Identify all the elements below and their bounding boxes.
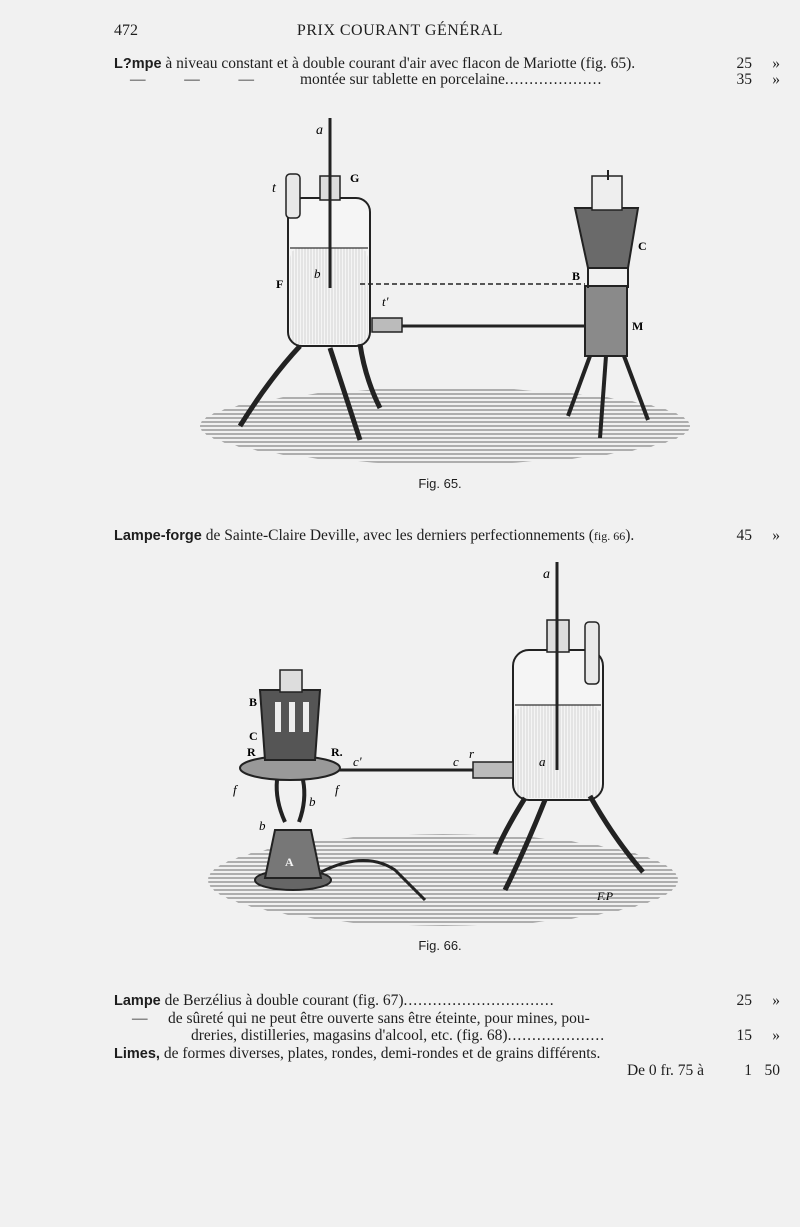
page-number: 472 <box>114 22 138 39</box>
entry-text: à niveau constant et à double courant d'air avec flacon de Mariotte (fig. 65). <box>161 55 636 72</box>
price-entry <box>114 1027 780 1045</box>
price-cents: » <box>772 527 780 544</box>
entry-text: montée sur tablette en porcelaine <box>300 71 505 88</box>
price-entry <box>114 1010 780 1028</box>
leader-dots: ............................... <box>403 992 555 1009</box>
label-t: t <box>272 181 276 196</box>
label-b: b <box>314 266 321 281</box>
price-cents: » <box>772 55 780 72</box>
figure-65-caption: Fig. 65. <box>418 476 462 491</box>
entry-price <box>714 71 780 89</box>
entry-lead: Lampe <box>114 993 161 1009</box>
burner-body <box>585 286 627 356</box>
entry-lead: Lampe-forge <box>114 528 202 544</box>
entry-text: de Sainte-Claire Deville, avec les derniers perfectionnements ( <box>201 527 594 544</box>
label-c: c <box>453 754 459 769</box>
entry-lead: — — — <box>130 71 254 88</box>
price-entry <box>114 1045 780 1063</box>
price-cents: » <box>772 992 780 1009</box>
entry-text: De 0 fr. 75 à <box>626 1062 704 1079</box>
label-r: r <box>469 746 475 761</box>
ground-shadow <box>200 388 690 464</box>
label-b-left: b <box>259 818 266 833</box>
price-entry <box>114 71 780 89</box>
label-B: B <box>572 269 581 283</box>
label-M: M <box>632 319 644 333</box>
label-t-prime: t' <box>382 294 389 309</box>
running-title: PRIX COURANT GÉNÉRAL <box>296 22 504 39</box>
entry-text: dreries, distilleries, magasins d'alcool, etc. (fig. 68) <box>191 1027 508 1044</box>
figure-65-engraving <box>190 108 690 470</box>
price-francs: 45 <box>736 527 752 544</box>
entry-price <box>714 527 780 545</box>
price-francs: 25 <box>736 55 752 72</box>
entry-tail: ). <box>625 527 635 544</box>
entry-text: de formes diverses, plates, rondes, demi-rondes et de grains différents. <box>159 1045 601 1062</box>
leader-dots: .................... <box>504 71 603 88</box>
entry-lead: Limes, <box>114 1046 160 1062</box>
price-entry <box>114 527 780 545</box>
label-b-right: b <box>309 794 316 809</box>
label-G: G <box>350 171 360 185</box>
figure-66-caption: Fig. 66. <box>418 938 462 953</box>
figure-66-engraving <box>205 560 685 930</box>
label-C: C <box>638 239 647 253</box>
label-f-left: f <box>233 782 237 797</box>
label-c-prime: c' <box>353 754 362 769</box>
label-B: B <box>249 695 258 709</box>
label-a: a <box>316 123 323 138</box>
entry-price <box>714 1062 780 1080</box>
entry-price <box>714 1027 780 1045</box>
entry-fig-ref: fig. 66 <box>593 529 626 543</box>
entry-price <box>714 992 780 1010</box>
label-C: C <box>249 729 258 743</box>
price-cents: » <box>772 71 780 88</box>
entry-text: de Berzélius à double courant (fig. 67) <box>160 992 404 1009</box>
entry-lead: — <box>132 1010 148 1027</box>
label-a-top: a <box>543 567 550 582</box>
price-francs: 15 <box>736 1027 752 1044</box>
label-f-right: f <box>335 782 339 797</box>
entry-lead: L?mpe <box>114 56 162 72</box>
price-francs: 25 <box>736 992 752 1009</box>
price-francs: 35 <box>736 71 752 88</box>
engraver-signature: F.P <box>597 889 614 903</box>
label-R-left: R <box>247 745 256 759</box>
price-cents: 50 <box>764 1062 780 1079</box>
leader-dots: .................... <box>507 1027 606 1044</box>
label-A: A <box>285 855 294 869</box>
label-a-inner: a <box>539 754 546 769</box>
label-F: F <box>276 277 284 291</box>
price-entry <box>114 992 780 1010</box>
price-francs: 1 <box>744 1062 752 1079</box>
price-cents: » <box>772 1027 780 1044</box>
entry-text: de sûreté qui ne peut être ouverte sans être éteinte, pour mines, pou- <box>168 1010 590 1027</box>
label-R-right: R. <box>331 745 343 759</box>
